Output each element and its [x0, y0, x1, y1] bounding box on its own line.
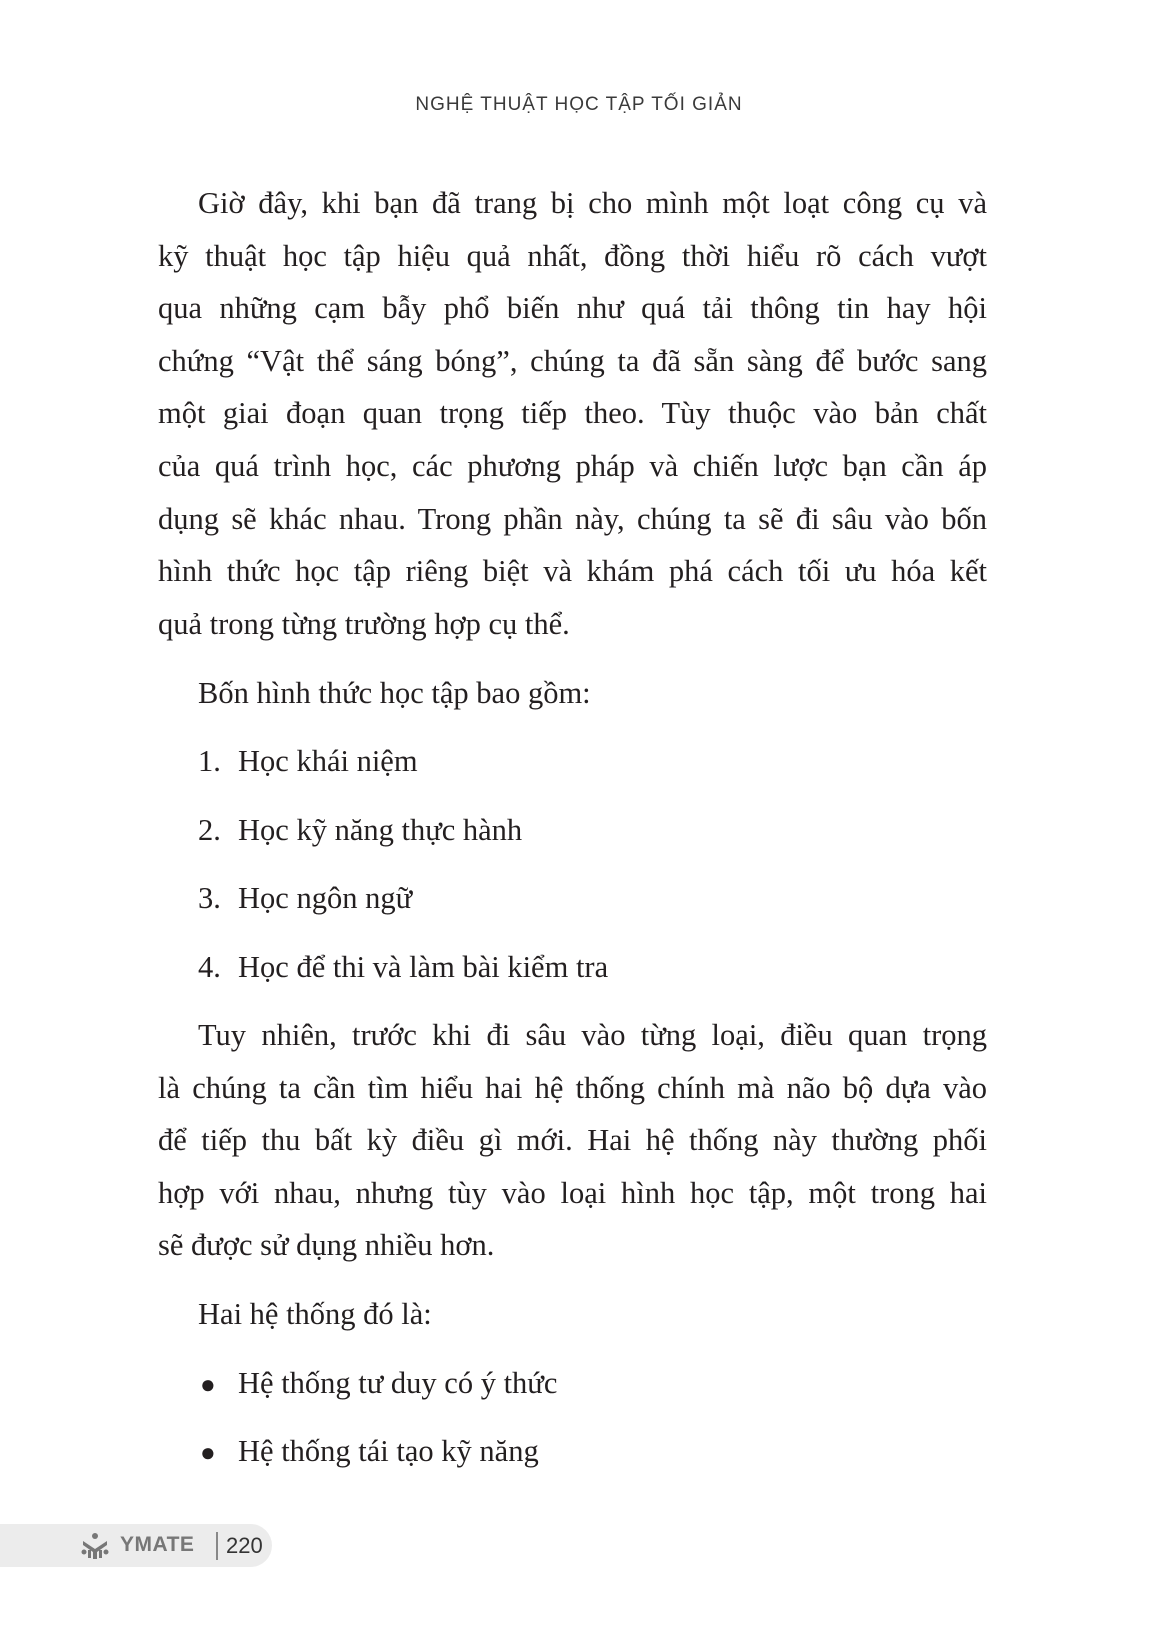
- text-line: chứng “Vật thể sáng bóng”, chúng ta đã sẵn sàng để bước sang: [158, 343, 987, 378]
- list-intro: Bốn hình thức học tập bao gồm:: [198, 676, 591, 710]
- bullet-item: [200, 1357, 557, 1412]
- text-line: kỹ thuật học tập hiệu quả nhất, đồng thời hiểu rõ cách vượt: [158, 238, 987, 273]
- brand-name: YMATE: [120, 1533, 195, 1556]
- bullet-item: [200, 1425, 539, 1480]
- bullet-icon: ●: [200, 1438, 216, 1467]
- text-line: hình thức học tập riêng biệt và khám phá cách tối ưu hóa kết: [158, 554, 987, 589]
- bullet-icon: ●: [200, 1370, 216, 1399]
- list-number: 1.: [198, 744, 221, 778]
- list-text: Học ngôn ngữ: [238, 881, 413, 915]
- list-item: [198, 735, 418, 788]
- list-number: 4.: [198, 950, 221, 984]
- text-line: quả trong từng trường hợp cụ thể.: [158, 606, 570, 641]
- list-item: [198, 941, 608, 994]
- text-line: sẽ được sử dụng nhiều hơn.: [158, 1228, 495, 1263]
- list-item: [198, 804, 522, 857]
- bullet-text: Hệ thống tư duy có ý thức: [238, 1366, 558, 1400]
- text-line: hợp với nhau, nhưng tùy vào loại hình học tập, một trong hai: [158, 1175, 987, 1210]
- systems-intro: Hai hệ thống đó là:: [198, 1297, 432, 1331]
- text-line: là chúng ta cần tìm hiểu hai hệ thống chính mà não bộ dựa vào: [158, 1070, 987, 1105]
- text-line: một giai đoạn quan trọng tiếp theo. Tùy thuộc vào bản chất: [158, 396, 987, 431]
- list-number: 2.: [198, 813, 221, 847]
- page-footer: [0, 1524, 272, 1567]
- text-line: để tiếp thu bất kỳ điều gì mới. Hai hệ thống này thường phối: [158, 1123, 987, 1158]
- ymate-logo-icon: [80, 1532, 110, 1560]
- list-text: Học khái niệm: [238, 744, 418, 778]
- text-line: Tuy nhiên, trước khi đi sâu vào từng loại, điều quan trọng: [198, 1018, 987, 1052]
- paragraph-1: [158, 177, 987, 650]
- list-number: 3.: [198, 881, 221, 915]
- list-item: [198, 872, 412, 925]
- footer-divider: [216, 1532, 218, 1560]
- list-text: Học kỹ năng thực hành: [238, 813, 523, 847]
- page-number: 220: [226, 1533, 263, 1558]
- text-line: dụng sẽ khác nhau. Trong phần này, chúng ta sẽ đi sâu vào bốn: [158, 501, 987, 536]
- paragraph-2: [158, 1009, 987, 1272]
- text-line: qua những cạm bẫy phổ biến như quá tải thông tin hay hội: [158, 291, 987, 326]
- text-line: của quá trình học, các phương pháp và chiến lược bạn cần áp: [158, 448, 987, 483]
- list-text: Học để thi và làm bài kiểm tra: [238, 950, 609, 984]
- running-header: NGHỆ THUẬT HỌC TẬP TỐI GIẢN: [415, 94, 743, 115]
- bullet-text: Hệ thống tái tạo kỹ năng: [238, 1434, 539, 1468]
- text-line: Giờ đây, khi bạn đã trang bị cho mình một loạt công cụ và: [198, 186, 987, 220]
